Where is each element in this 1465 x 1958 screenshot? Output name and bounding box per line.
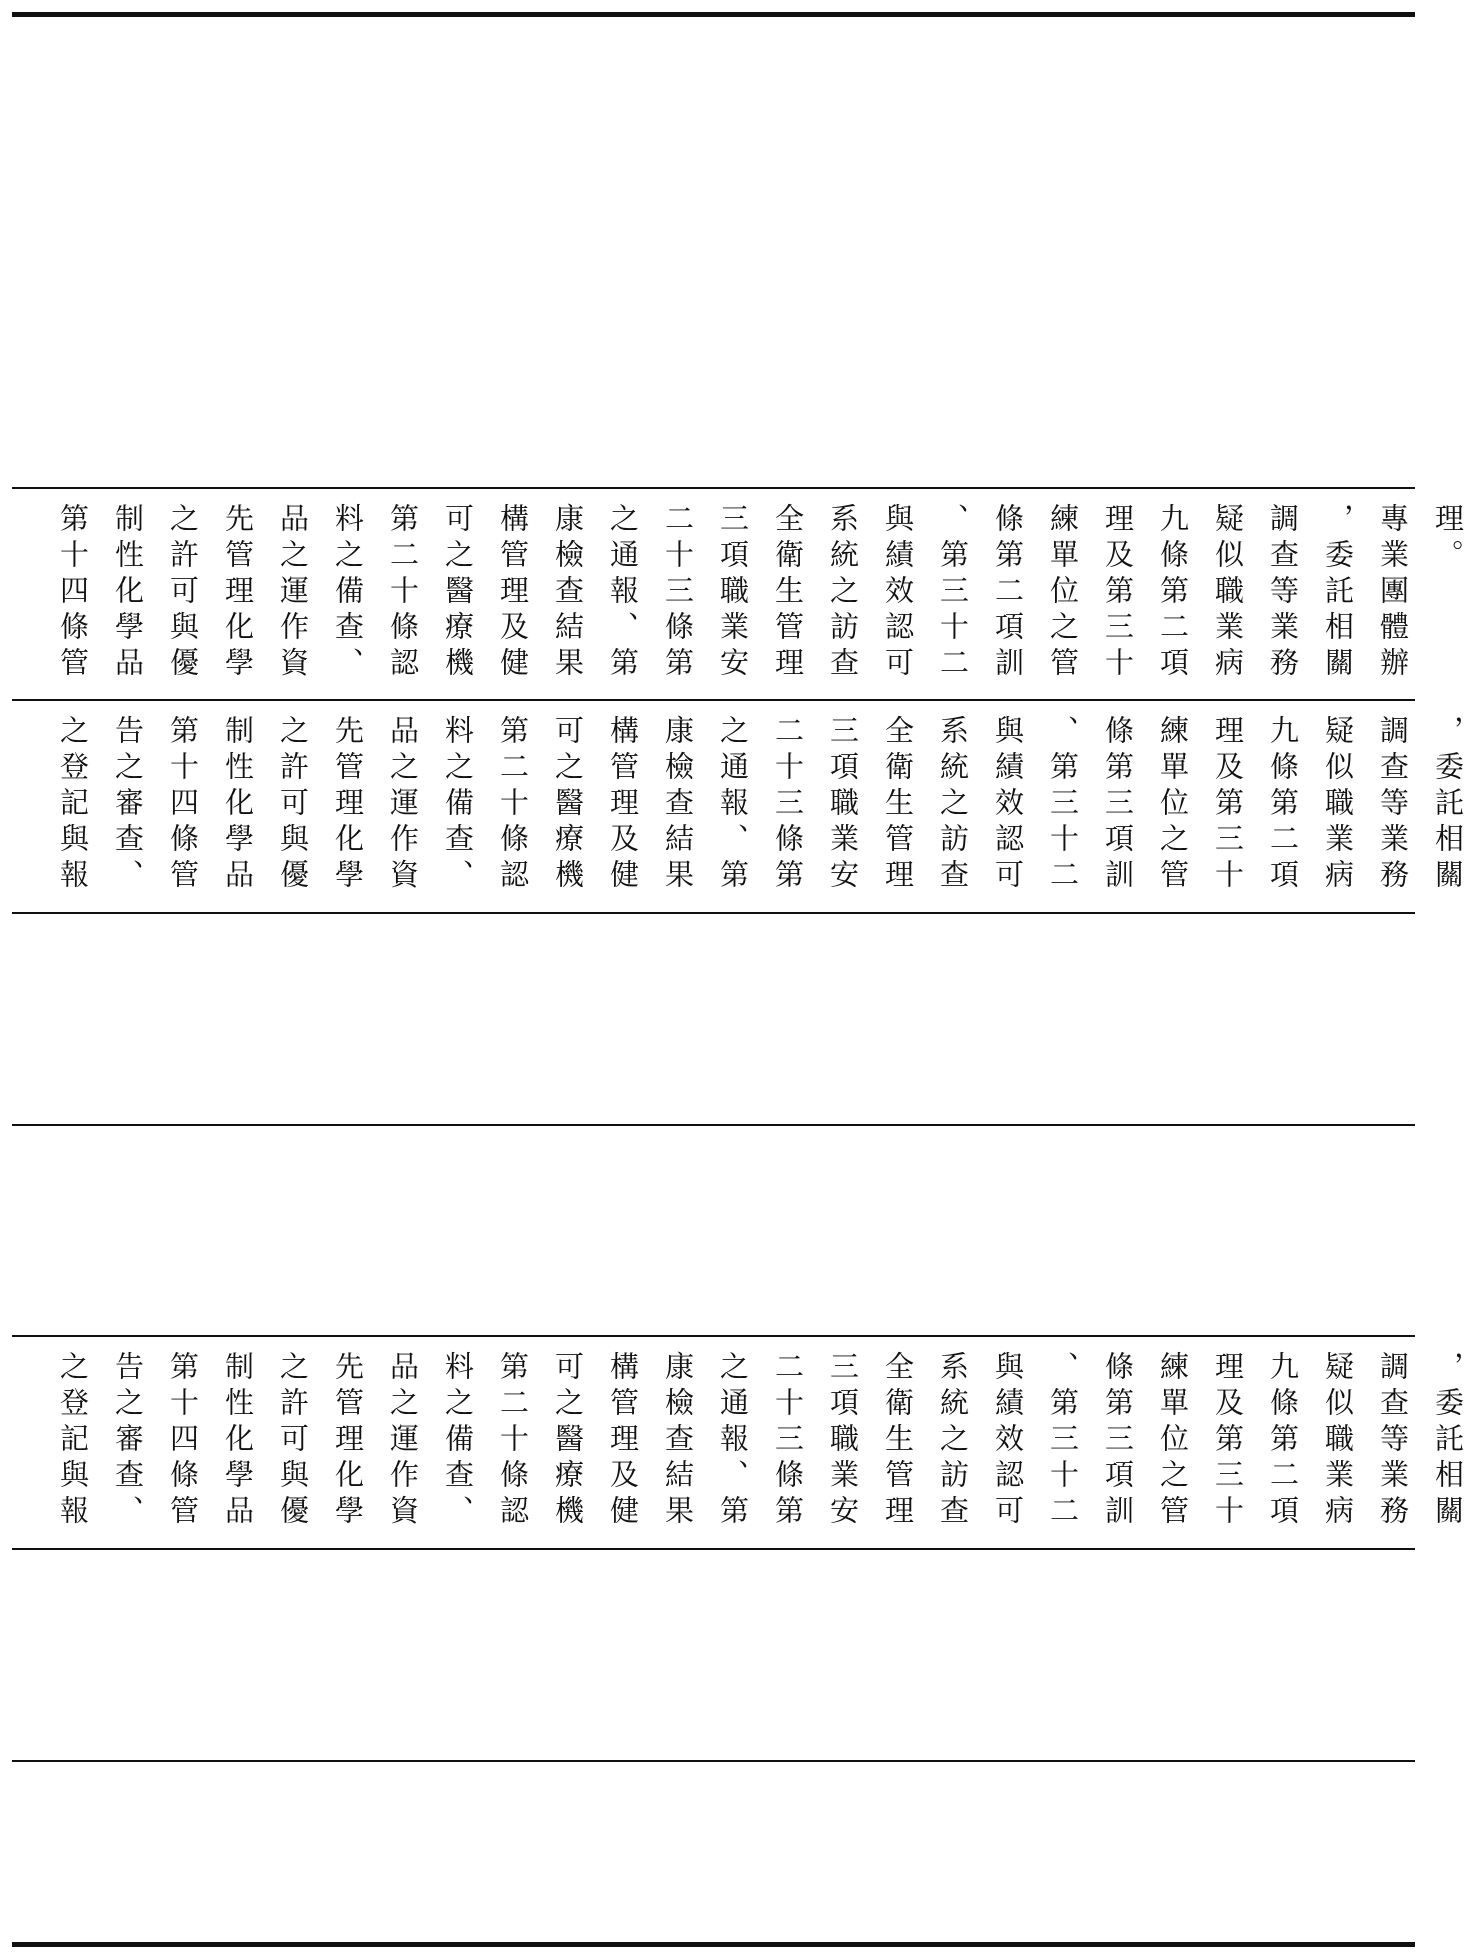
row-divider-4 — [12, 1124, 1415, 1126]
text-column: 構管理及健 — [606, 1351, 640, 1531]
text-column: ，委託相關 — [1431, 715, 1465, 895]
text-column: 之登記與報 — [56, 1351, 90, 1531]
text-column: 之通報、第 — [716, 715, 750, 895]
text-column: 九條第二項 — [1156, 503, 1190, 683]
text-column: 康檢查結果 — [551, 503, 585, 683]
text-column: 可之醫療機 — [551, 1351, 585, 1531]
text-column: 三項職業安 — [826, 715, 860, 895]
text-column: 構管理及健 — [606, 715, 640, 895]
text-column: 系統之訪查 — [936, 1351, 970, 1531]
text-column: 調查等業務 — [1376, 715, 1410, 895]
text-column: 第十四條管 — [166, 1351, 200, 1531]
text-column: 練單位之管 — [1046, 503, 1080, 683]
text-column: 理及第三十 — [1101, 503, 1135, 683]
text-column: ，委託相關 — [1431, 1351, 1465, 1531]
text-column: 告之審查、 — [111, 1351, 145, 1531]
text-column: 可之醫療機 — [551, 715, 585, 895]
text-column: 九條第二項 — [1266, 1351, 1300, 1531]
text-column: 第二十條認 — [496, 715, 530, 895]
text-column: 料之備查、 — [441, 715, 475, 895]
text-column: 告之審查、 — [111, 715, 145, 895]
text-column: 與績效認可 — [881, 503, 915, 683]
text-column: 品之運作資 — [386, 715, 420, 895]
text-column: 康檢查結果 — [661, 1351, 695, 1531]
text-column: 二十三條第 — [771, 1351, 805, 1531]
text-column: 品之運作資 — [276, 503, 310, 683]
text-column: 制性化學品 — [111, 503, 145, 683]
text-column: 第十四條管 — [56, 503, 90, 683]
text-column: 九條第二項 — [1266, 715, 1300, 895]
text-column: 條第三項訓 — [1101, 715, 1135, 895]
text-column: 之許可與優 — [276, 715, 310, 895]
text-column: 之登記與報 — [56, 715, 90, 895]
text-column: 制性化學品 — [221, 1351, 255, 1531]
text-column: 先管理化學 — [331, 715, 365, 895]
text-column: 系統之訪查 — [936, 715, 970, 895]
text-column: 第二十條認 — [496, 1351, 530, 1531]
text-column: 條第二項訓 — [991, 503, 1025, 683]
text-column: 、第三十二 — [936, 503, 970, 683]
text-column: 二十三條第 — [771, 715, 805, 895]
top-rule — [12, 12, 1415, 17]
text-column: 之通報、第 — [606, 503, 640, 683]
text-column: 理及第三十 — [1211, 715, 1245, 895]
row-divider-6 — [12, 1548, 1415, 1550]
text-column: 系統之訪查 — [826, 503, 860, 683]
text-column: 練單位之管 — [1156, 715, 1190, 895]
text-column: 與績效認可 — [991, 715, 1025, 895]
text-column: 疑似職業病 — [1321, 1351, 1355, 1531]
bottom-rule — [12, 1942, 1415, 1947]
text-block-c — [12, 1337, 1465, 1548]
row-divider-7 — [12, 1760, 1415, 1762]
text-column: 第二十條認 — [386, 503, 420, 683]
text-column: 品之運作資 — [386, 1351, 420, 1531]
text-column: 制性化學品 — [221, 715, 255, 895]
text-column: 之許可與優 — [166, 503, 200, 683]
text-column: 料之備查、 — [441, 1351, 475, 1531]
text-column: 練單位之管 — [1156, 1351, 1190, 1531]
text-column: 、第三十二 — [1046, 715, 1080, 895]
text-column: 三項職業安 — [826, 1351, 860, 1531]
text-column: 料之備查、 — [331, 503, 365, 683]
text-column: 理及第三十 — [1211, 1351, 1245, 1531]
text-column: ，委託相關 — [1321, 503, 1355, 683]
text-column: 第十四條管 — [166, 715, 200, 895]
text-column: 先管理化學 — [331, 1351, 365, 1531]
text-column: 全衛生管理 — [771, 503, 805, 683]
text-column: 之通報、第 — [716, 1351, 750, 1531]
text-column: 條第三項訓 — [1101, 1351, 1135, 1531]
text-column: 可之醫療機 — [441, 503, 475, 683]
text-column: 疑似職業病 — [1321, 715, 1355, 895]
text-column: 三項職業安 — [716, 503, 750, 683]
text-column: 疑似職業病 — [1211, 503, 1245, 683]
text-column: 與績效認可 — [991, 1351, 1025, 1531]
text-column: 、第三十二 — [1046, 1351, 1080, 1531]
text-column: 先管理化學 — [221, 503, 255, 683]
text-column: 調查等業務 — [1266, 503, 1300, 683]
text-block-b — [12, 701, 1465, 912]
text-column: 專業團體辦 — [1376, 503, 1410, 683]
row-divider-3 — [12, 912, 1415, 914]
text-column: 全衛生管理 — [881, 1351, 915, 1531]
text-column: 構管理及健 — [496, 503, 530, 683]
text-column: 理。 — [1431, 503, 1465, 575]
text-column: 全衛生管理 — [881, 715, 915, 895]
text-column: 康檢查結果 — [661, 715, 695, 895]
text-column: 之許可與優 — [276, 1351, 310, 1531]
text-column: 二十三條第 — [661, 503, 695, 683]
text-column: 調查等業務 — [1376, 1351, 1410, 1531]
text-block-a — [12, 489, 1465, 699]
